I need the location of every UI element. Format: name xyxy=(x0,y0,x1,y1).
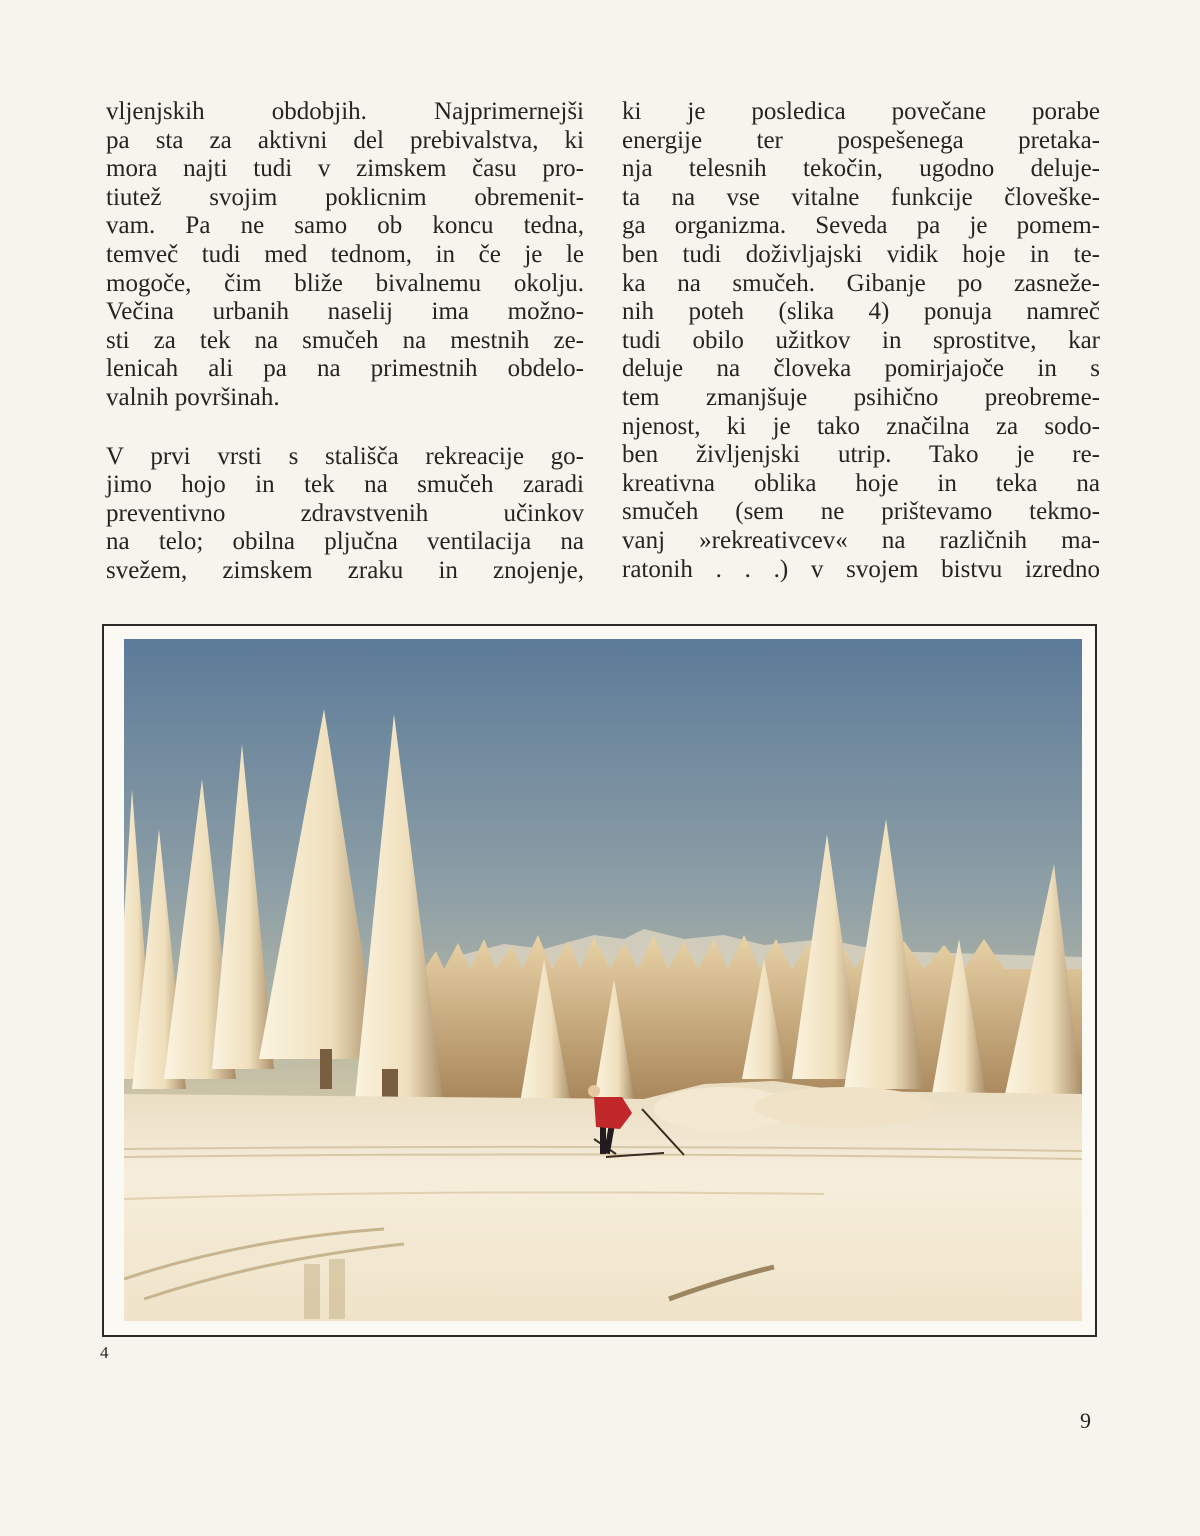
text-line: vam. Pa ne samo ob koncu tedna, xyxy=(106,212,584,240)
text-line: svežem, zimskem zraku in znojenje, xyxy=(106,556,584,584)
text-line: ga organizma. Seveda pa je pomem- xyxy=(622,212,1100,240)
text-line: ki je posledica povečane porabe xyxy=(622,98,1100,125)
text-line: pa sta za aktivni del prebivalstva, ki xyxy=(106,126,584,154)
text-line: njenost, ki je tako značilna za sodo- xyxy=(622,412,1100,440)
text-line: na telo; obilna pljučna ventilacija na xyxy=(106,528,584,556)
text-line: Večina urbanih naselij ima možno- xyxy=(106,298,584,326)
text-line: ka na smučeh. Gibanje po zasneže- xyxy=(622,269,1100,297)
text-line: preventivno zdravstvenih učinkov xyxy=(106,499,584,527)
text-line: nja telesnih tekočin, ugodno deluje- xyxy=(622,155,1100,183)
page-number: 9 xyxy=(1080,1408,1091,1433)
text-line: deluje na človeka pomirjajoče in s xyxy=(622,355,1100,383)
figure-number: 4 xyxy=(100,1343,109,1362)
text-line: ben življenjski utrip. Tako je re- xyxy=(622,441,1100,469)
text-line: ta na vse vitalne funkcije človeške- xyxy=(622,183,1100,211)
text-line: ratonih . . .) v svojem bistvu izredno xyxy=(622,555,1100,583)
text-line: mogoče, čim bliže bivalnemu okolju. xyxy=(106,269,584,297)
right-column xyxy=(622,98,1100,584)
left-paragraph-2 xyxy=(106,443,584,586)
text-line: tudi obilo užitkov in sprostitve, kar xyxy=(622,326,1100,354)
text-line: tem zmanjšuje psihično preobreme- xyxy=(622,383,1100,411)
text-line: smučeh (sem ne prištevamo tekmo- xyxy=(622,498,1100,526)
text-line: V prvi vrsti s stališča rekreacije go- xyxy=(106,442,584,470)
text-line: jimo hojo in tek na smučeh zaradi xyxy=(106,471,584,499)
text-line: ben tudi doživljajski vidik hoje in te- xyxy=(622,240,1100,268)
text-line: vljenjskih obdobjih. Najprimernejši xyxy=(106,98,584,125)
text-line: lenicah ali pa na primestnih obdelo- xyxy=(106,355,584,383)
text-line: valnih površinah. xyxy=(106,383,280,411)
text-line: temveč tudi med tednom, in če je le xyxy=(106,240,584,268)
text-line: kreativna oblika hoje in teka na xyxy=(622,469,1100,497)
left-column xyxy=(106,98,584,586)
winter-landscape-photo xyxy=(124,639,1082,1321)
text-line: vanj »rekreativcev« na različnih ma- xyxy=(622,526,1100,554)
text-line: nih poteh (slika 4) ponuja namreč xyxy=(622,298,1100,326)
left-paragraph-1 xyxy=(106,98,584,413)
figure-frame xyxy=(102,624,1097,1337)
text-line: energije ter pospešenega pretaka- xyxy=(622,126,1100,154)
right-paragraph-1 xyxy=(622,98,1100,584)
text-line: tiutež svojim poklicnim obremenit- xyxy=(106,183,584,211)
text-line: sti za tek na smučeh na mestnih ze- xyxy=(106,326,584,354)
text-line: mora najti tudi v zimskem času pro- xyxy=(106,155,584,183)
